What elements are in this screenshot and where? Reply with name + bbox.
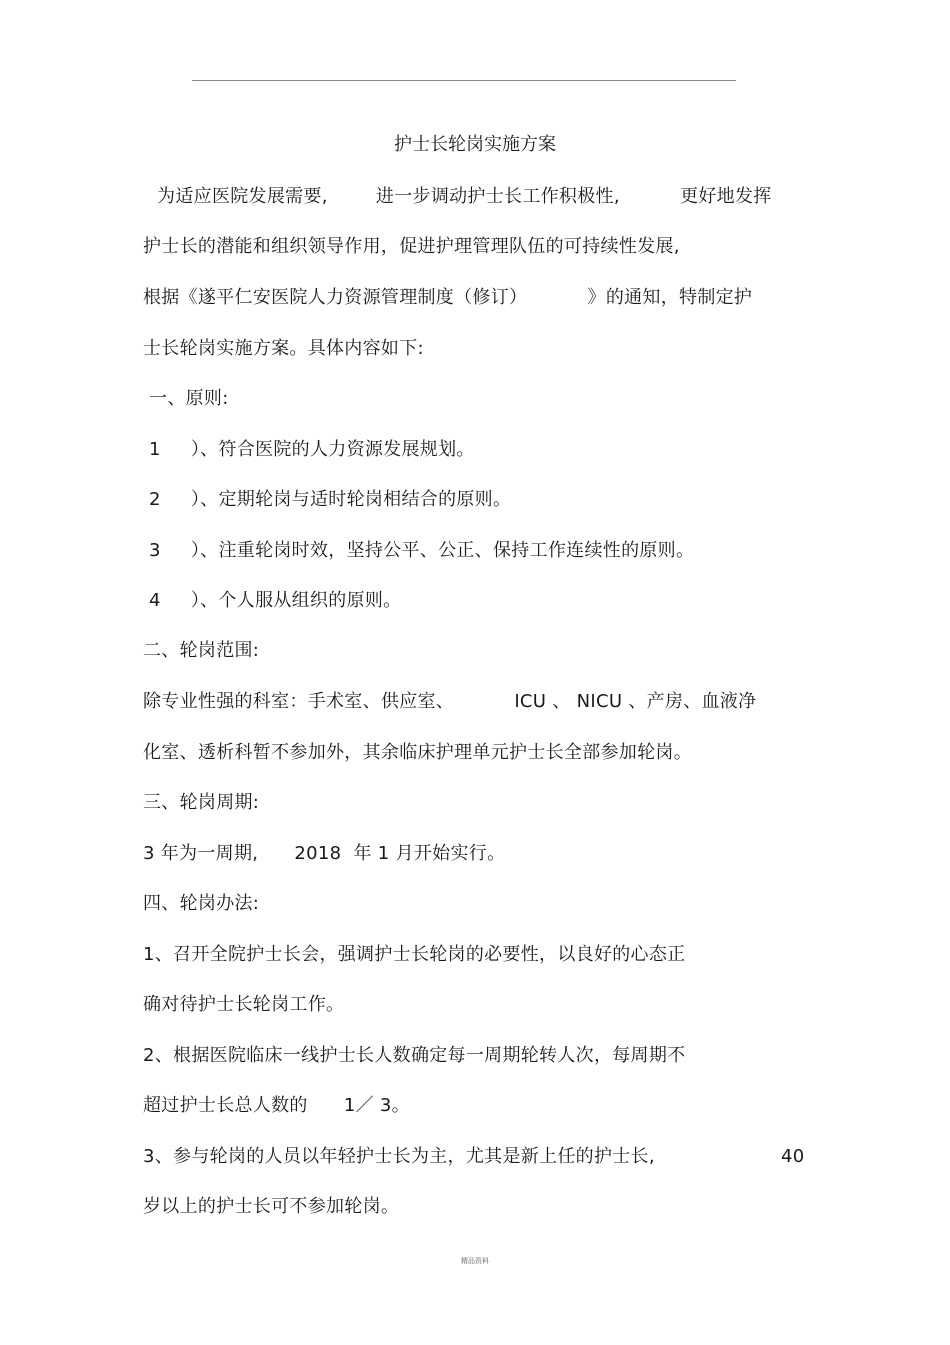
document-title: 护士长轮岗实施方案 [394, 134, 556, 155]
section-heading-scope: 二、轮岗范围: [143, 640, 260, 661]
age-number: 40 [781, 1146, 805, 1167]
principle-item-2: 2 ）、定期轮岗与适时轮岗相结合的原则。 [143, 489, 512, 510]
paragraph-line-3: 根据《遂平仁安医院人力资源管理制度（修订） 》的通知，特制定护 [143, 287, 753, 308]
scope-line-1: 除专业性强的科室：手术室、供应室、 ICU 、 NICU 、产房、血液净 [143, 691, 757, 712]
section-heading-cycle: 三、轮岗周期: [143, 792, 260, 813]
paragraph-line-2: 护士长的潜能和组织领导作用，促进护理管理队伍的可持续性发展, [143, 236, 680, 257]
section-heading-principles: 一、原则: [143, 388, 229, 409]
paragraph-line-1: 为适应医院发展需要, 进一步调动护士长工作积极性, 更好地发挥 [145, 186, 772, 207]
scope-line-2: 化室、透析科暂不参加外，其余临床护理单元护士长全部参加轮岗。 [143, 742, 692, 763]
principle-item-4: 4 ）、个人服从组织的原则。 [143, 590, 402, 611]
method-3-line-2: 岁以上的护士长可不参加轮岗。 [143, 1196, 400, 1217]
method-2-line-2: 超过护士长总人数的 1／ 3。 [143, 1095, 410, 1116]
paragraph-line-4: 士长轮岗实施方案。具体内容如下: [143, 338, 424, 359]
method-1-line-1: 1、召开全院护士长会，强调护士长轮岗的必要性，以良好的心态正 [143, 944, 686, 965]
footer-text: 精品资料 [461, 1257, 489, 1265]
cycle-line: 3 年为一周期, 2018 年 1 月开始实行。 [143, 843, 506, 864]
method-2-line-1: 2、根据医院临床一线护士长人数确定每一周期轮转人次，每周期不 [143, 1045, 686, 1066]
header-rule [192, 80, 736, 81]
method-3-line-1: 3、参与轮岗的人员以年轻护士长为主，尤其是新上任的护士长, [143, 1146, 655, 1167]
method-1-line-2: 确对待护士长轮岗工作。 [143, 994, 345, 1015]
principle-item-3: 3 ）、注重轮岗时效，坚持公平、公正、保持工作连续性的原则。 [143, 540, 695, 561]
principle-item-1: 1 ）、符合医院的人力资源发展规划。 [143, 439, 475, 460]
section-heading-methods: 四、轮岗办法: [143, 893, 260, 914]
